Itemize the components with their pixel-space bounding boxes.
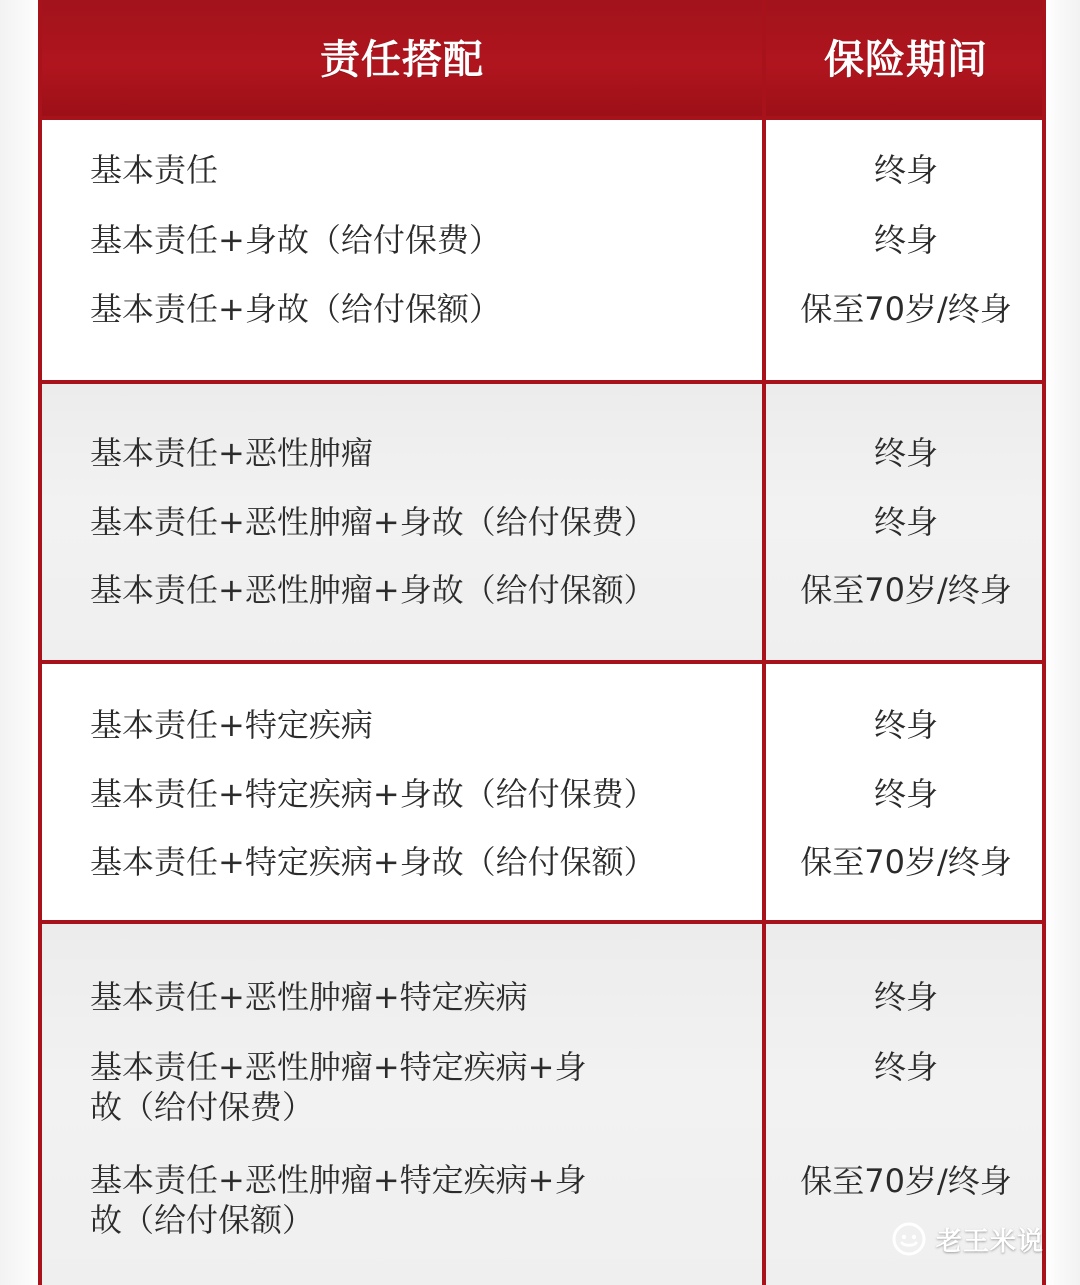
responsibility-cell: 基本责任+恶性肿瘤+特定疾病 <box>90 978 528 1016</box>
period-cell: 终身 <box>873 503 938 541</box>
wechat-search-icon <box>892 1222 926 1256</box>
responsibility-cell: 基本责任 <box>90 151 219 189</box>
responsibility-cell: 基本责任+身故（给付保额） <box>90 290 501 328</box>
group-malignant-tumor <box>42 384 1042 660</box>
responsibility-cell: 基本责任+特定疾病+身故（给付保额） <box>90 843 656 881</box>
group-specific-disease <box>42 664 1042 920</box>
period-cell: 终身 <box>873 434 938 472</box>
background-left-edge <box>0 0 38 1285</box>
coverage-period-table <box>38 0 1046 1285</box>
responsibility-cell: 基本责任+身故（给付保费） <box>90 221 501 259</box>
responsibility-cell: 基本责任+恶性肿瘤+特定疾病+身故（给付保费） <box>90 1048 587 1126</box>
header-responsibility: 责任搭配 <box>320 37 484 83</box>
period-cell: 终身 <box>873 706 938 744</box>
period-cell: 终身 <box>873 978 938 1016</box>
watermark <box>892 1219 1044 1259</box>
responsibility-cell: 基本责任+恶性肿瘤+身故（给付保费） <box>90 503 656 541</box>
period-cell: 保至70岁/终身 <box>800 1162 1012 1200</box>
period-cell: 保至70岁/终身 <box>800 571 1012 609</box>
period-cell: 终身 <box>873 775 938 813</box>
period-cell: 保至70岁/终身 <box>800 290 1012 328</box>
period-cell: 终身 <box>873 1048 938 1086</box>
watermark-text: 老王米说 <box>935 1226 1044 1257</box>
period-cell: 终身 <box>873 151 938 189</box>
period-cell: 终身 <box>873 221 938 259</box>
header-insurance-period: 保险期间 <box>824 37 988 83</box>
table-header <box>42 0 1042 120</box>
period-cell: 保至70岁/终身 <box>800 843 1012 881</box>
column-divider <box>762 0 766 1285</box>
responsibility-cell: 基本责任+恶性肿瘤+特定疾病+身故（给付保额） <box>90 1161 587 1239</box>
responsibility-cell: 基本责任+特定疾病 <box>90 706 373 744</box>
group-basic <box>42 120 1042 380</box>
responsibility-cell: 基本责任+恶性肿瘤 <box>90 434 373 472</box>
background-right-edge <box>1046 0 1080 1285</box>
responsibility-cell: 基本责任+恶性肿瘤+身故（给付保额） <box>90 571 656 609</box>
responsibility-cell: 基本责任+特定疾病+身故（给付保费） <box>90 775 656 813</box>
